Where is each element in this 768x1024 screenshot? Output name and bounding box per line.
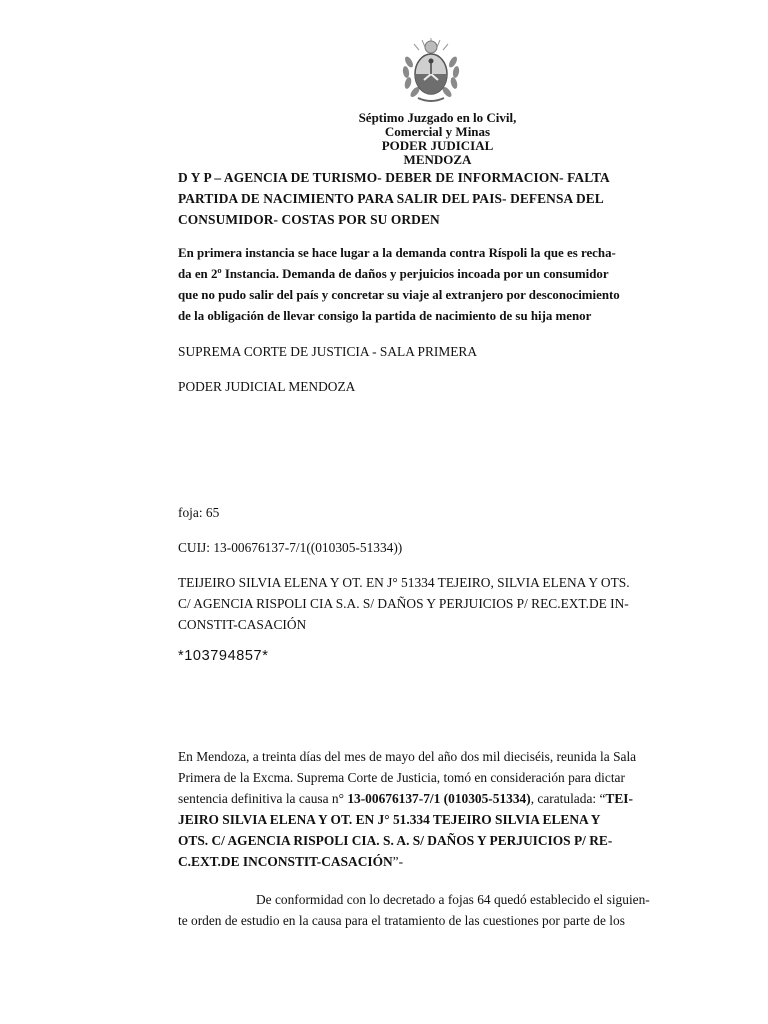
coat-of-arms-icon	[400, 34, 462, 106]
body-line: De conformidad con lo decretado a fojas 64 quedó establecido el siguien-	[256, 892, 650, 907]
court-line: Séptimo Juzgado en lo Civil,	[358, 110, 517, 125]
case-title: C.EXT.DE INCONSTIT-CASACIÓN	[178, 854, 393, 869]
body-text: sentencia definitiva la causa n°	[178, 791, 348, 806]
body-line: Primera de la Excma. Suprema Corte de Justicia, tomó en consideración para dictar	[178, 770, 625, 785]
case-summary	[178, 243, 698, 327]
case-line: CONSTIT-CASACIÓN	[178, 617, 307, 632]
body-text: ”-	[392, 854, 404, 869]
court-name: SUPREMA CORTE DE JUSTICIA - SALA PRIMERA	[178, 344, 478, 359]
case-title: TEI-	[605, 791, 633, 806]
body-line: En Mendoza, a treinta días del mes de mayo del año dos mil dieciséis, reunida la Sala	[178, 749, 637, 764]
case-line: TEIJEIRO SILVIA ELENA Y OT. EN J° 51334 TEJEIRO, SILVIA ELENA Y OTS.	[178, 575, 630, 590]
summary-line: da en 2º Instancia. Demanda de daños y perjuicios incoada por un consumidor	[178, 267, 609, 281]
case-number: 13-00676137-7/1 (010305-51334)	[347, 791, 531, 806]
summary-line: de la obligación de llevar consigo la partida de nacimiento de su hija menor	[178, 309, 592, 323]
court-header	[300, 111, 575, 167]
body-paragraph-1	[178, 746, 698, 872]
foja-number: foja: 65	[178, 505, 220, 520]
case-title-line: OTS. C/ AGENCIA RISPOLI CIA. S. A. S/ DAÑOS Y PERJUICIOS P/ RE-	[178, 833, 613, 848]
cuij-number: CUIJ: 13-00676137-7/1((010305-51334))	[178, 540, 403, 555]
body-text: , caratulada: “	[530, 791, 606, 806]
title-line: D Y P – AGENCIA DE TURISMO- DEBER DE INFORMACION- FALTA	[178, 170, 610, 185]
case-title-line: JEIRO SILVIA ELENA Y OT. EN J° 51.334 TEJEIRO SILVIA ELENA Y	[178, 812, 601, 827]
body-line	[178, 788, 698, 809]
court-line: MENDOZA	[403, 152, 472, 167]
court-line: Comercial y Minas	[384, 124, 491, 139]
body-line: te orden de estudio en la causa para el tratamiento de las cuestiones por parte de los	[178, 913, 625, 928]
summary-line: que no pudo salir del país y concretar su viaje al extranjero por desconocimiento	[178, 288, 620, 302]
body-paragraph-2	[178, 889, 698, 931]
summary-line: En primera instancia se hace lugar a la demanda contra Ríspoli la que es recha-	[178, 246, 616, 260]
case-caption	[178, 572, 698, 635]
title-line: PARTIDA DE NACIMIENTO PARA SALIR DEL PAIS- DEFENSA DEL	[178, 191, 604, 206]
document-title	[178, 167, 698, 230]
court-line: PODER JUDICIAL	[381, 138, 494, 153]
judicial-power: PODER JUDICIAL MENDOZA	[178, 379, 356, 394]
barcode-number: *103794857*	[178, 648, 269, 664]
body-line	[178, 851, 698, 872]
title-line: CONSUMIDOR- COSTAS POR SU ORDEN	[178, 212, 440, 227]
case-line: C/ AGENCIA RISPOLI CIA S.A. S/ DAÑOS Y PERJUICIOS P/ REC.EXT.DE IN-	[178, 596, 629, 611]
